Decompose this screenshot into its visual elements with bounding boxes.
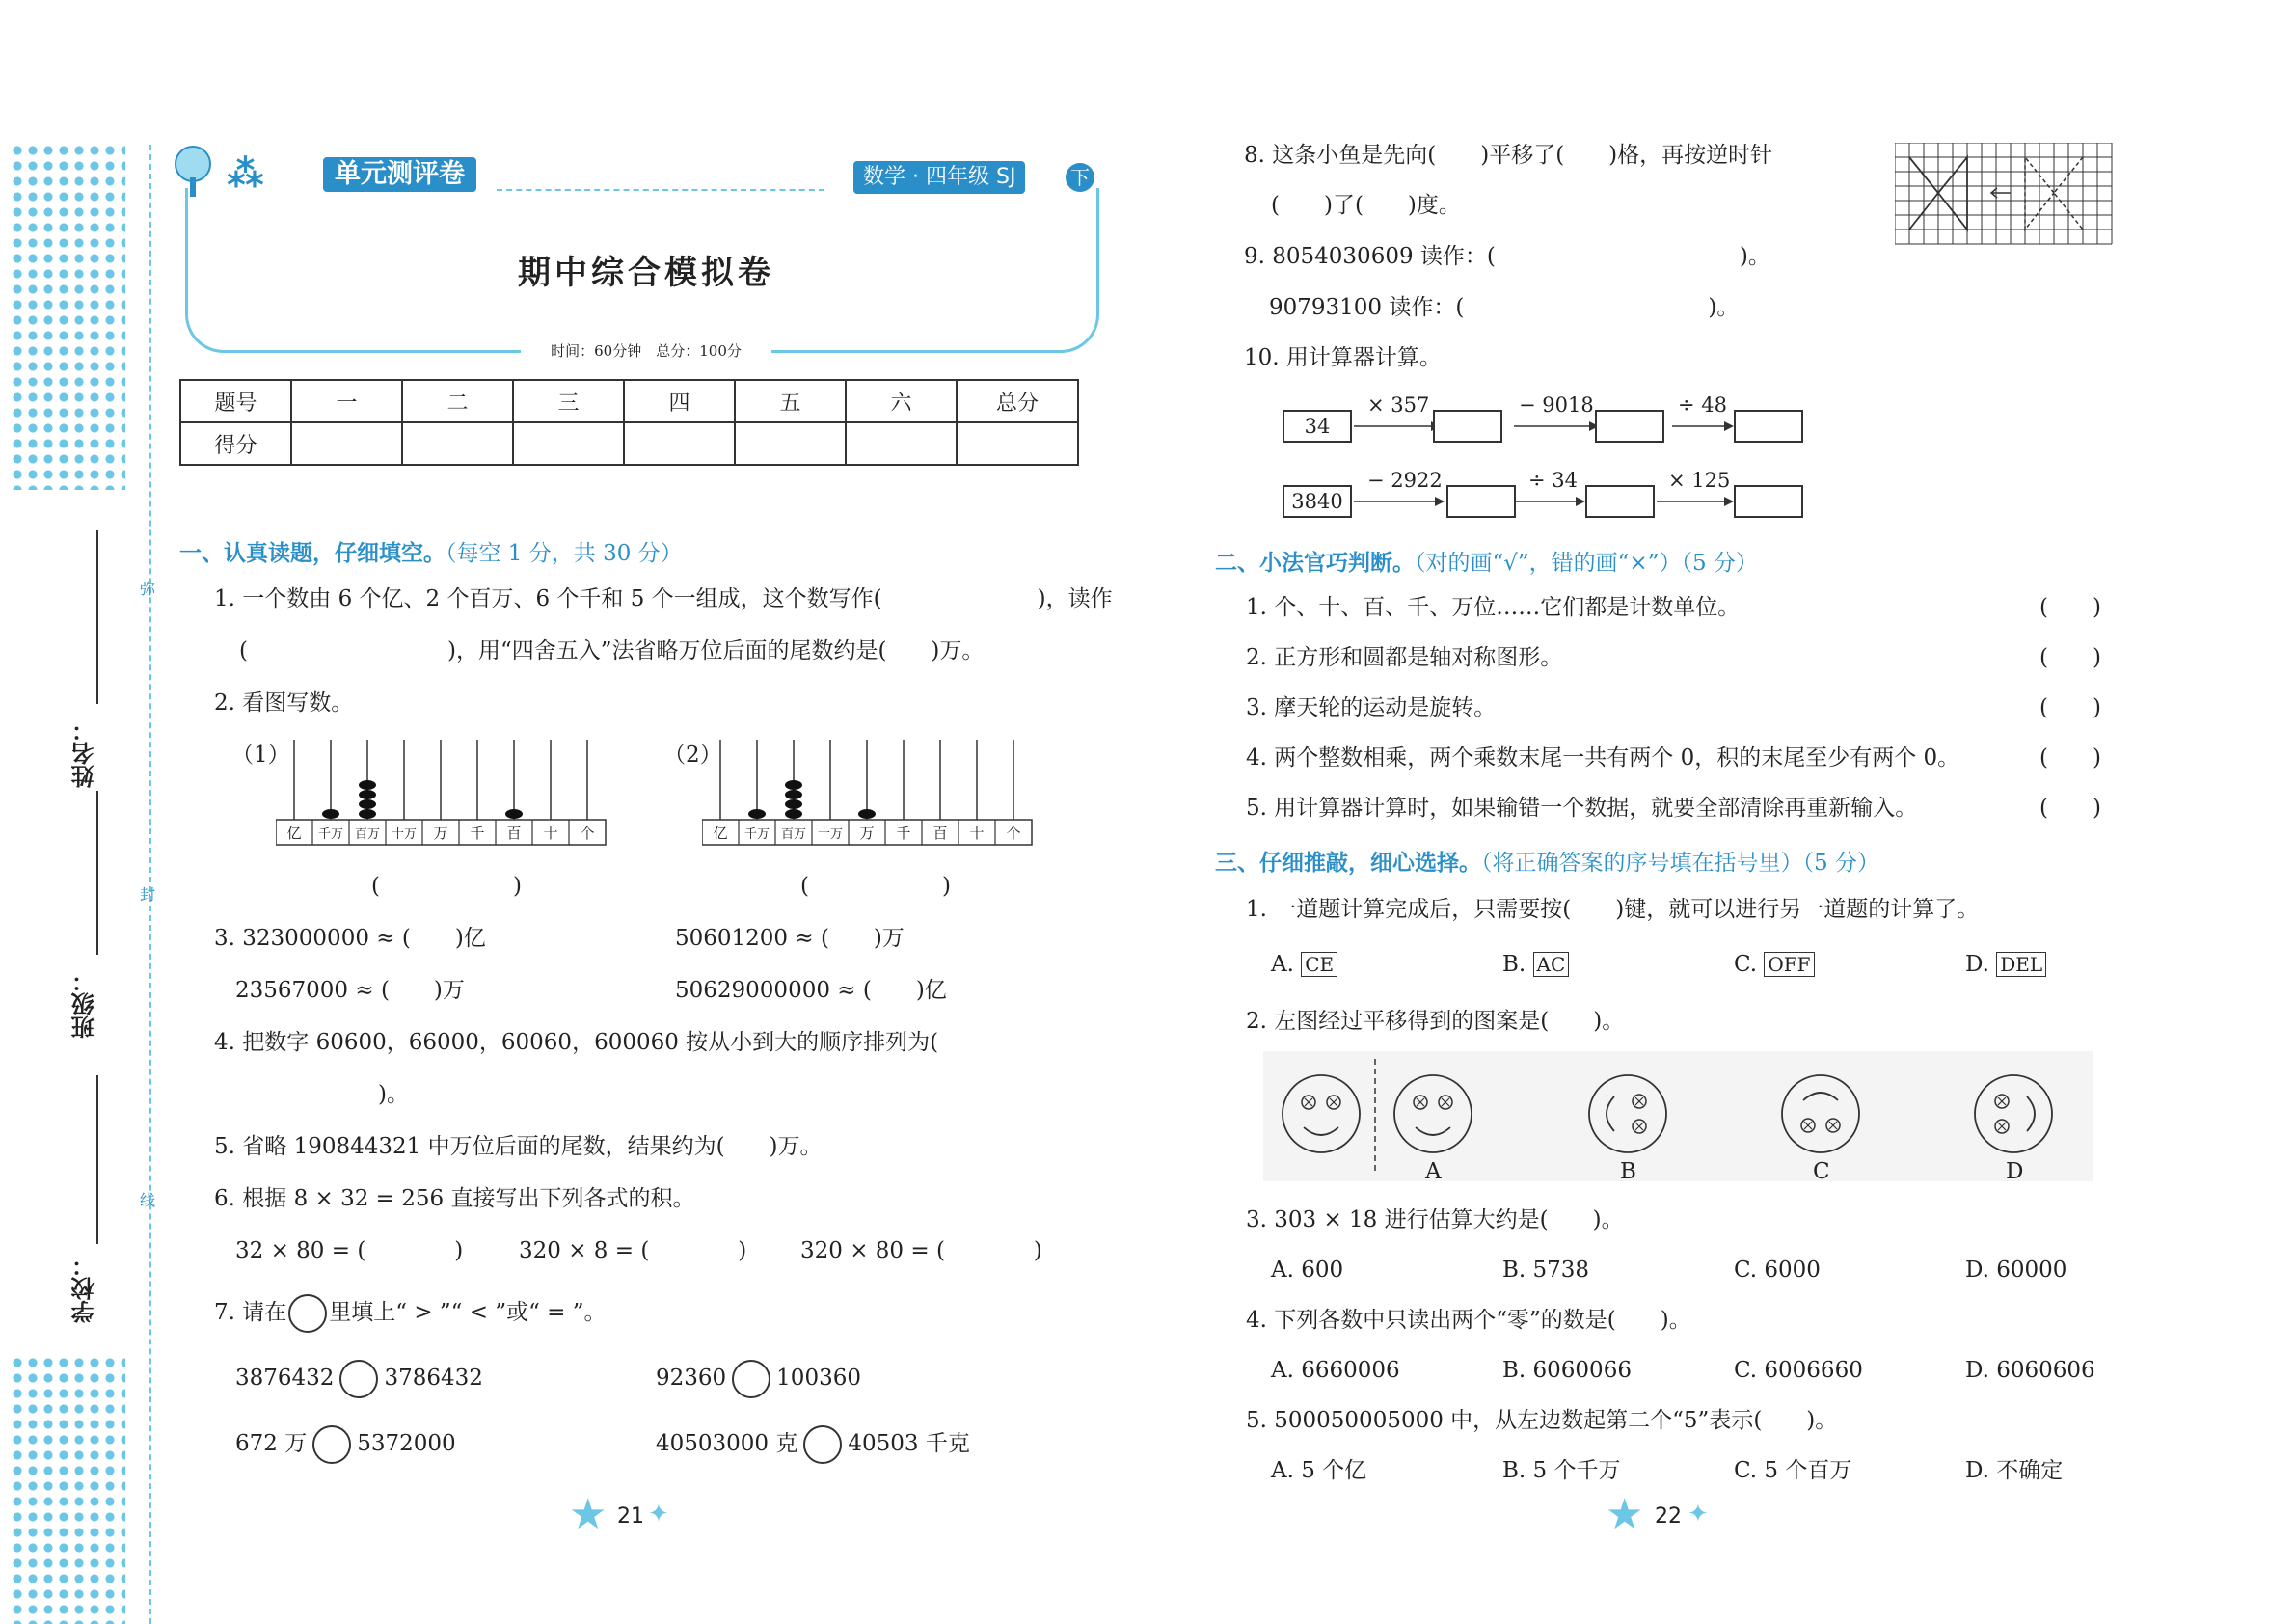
class-label: 班级： [71, 969, 98, 1039]
move-arrow [1991, 188, 2011, 198]
judge-3: 3. 摩天轮的运动是旋转。 [1246, 695, 1497, 720]
choice-3: 3. 303 × 18 进行估算大约是( )。 [1246, 1207, 1624, 1232]
choice-4-option[interactable]: B. 6060066 [1502, 1358, 1632, 1383]
abacus-place-label: 亿 [713, 825, 728, 842]
question-4b: )。 [378, 1082, 409, 1107]
choice-4-option[interactable]: C. 6006660 [1734, 1358, 1863, 1383]
school-line [96, 1075, 98, 1244]
compare-left: 3876432 [235, 1366, 335, 1391]
option-letter: D. [1965, 952, 1989, 977]
judge-answer-1[interactable]: ( ) [2039, 595, 2101, 620]
page-title: 期中综合模拟卷 [518, 254, 774, 292]
calc-answer-box[interactable] [1734, 485, 1803, 518]
abacus-place-label: 千万 [317, 827, 344, 842]
section-1-note: （每空 1 分，共 30 分） [446, 541, 683, 566]
calc-op: ÷ 48 [1678, 393, 1727, 417]
key-label: DEL [1996, 952, 2046, 977]
score-table [179, 379, 1079, 466]
abacus-place-label: 亿 [286, 825, 302, 842]
abacus-place-label: 百万 [780, 827, 807, 842]
score-cell: 二 [402, 380, 513, 422]
compare-answer-circle[interactable] [732, 1360, 770, 1398]
judge-2: 2. 正方形和圆都是轴对称图形。 [1246, 645, 1563, 670]
logo-banner: 单元测评卷 [323, 157, 476, 192]
choice-3-option[interactable]: B. 5738 [1502, 1258, 1590, 1283]
seal-mark-1: 弥 [140, 580, 156, 598]
abacus-2 [702, 738, 1045, 849]
abacus-bead [785, 799, 802, 809]
abacus-place-label: 十万 [817, 827, 844, 842]
compare-row-d [656, 1425, 970, 1464]
compare-left: 672 万 [235, 1431, 308, 1456]
abacus-place-label: 千 [470, 825, 485, 842]
header-rule [497, 189, 824, 191]
abacus-bead [785, 809, 802, 819]
abacus-place-label: 百 [932, 825, 948, 842]
score-cell: 四 [624, 380, 735, 422]
smiley-label-c[interactable]: C [1813, 1159, 1830, 1184]
abacus-1 [276, 738, 619, 849]
seal-mark-3: 线 [140, 1191, 156, 1209]
margin-pattern-bottom [10, 1355, 125, 1624]
choice-4-option[interactable]: A. 6660006 [1271, 1358, 1400, 1383]
section-1-title: 一、认真读题，仔细填空。 [179, 541, 446, 566]
abacus-bead [505, 809, 523, 819]
seal-mark-2: 封 [140, 885, 156, 904]
question-8a: 8. 这条小鱼是先向( )平移了( )格，再按逆时针 [1244, 143, 1773, 168]
judge-4: 4. 两个整数相乘，两个乘数末尾一共有两个 0，积的末尾至少有两个 0。 [1246, 745, 1960, 771]
question-5: 5. 省略 190844321 中万位后面的尾数，结果约为( )万。 [214, 1134, 823, 1159]
smiley-label-b[interactable]: B [1620, 1159, 1636, 1184]
compare-circle-icon [288, 1294, 327, 1333]
score-cell: 题号 [180, 380, 291, 422]
abacus-1-answer: ( ) [371, 874, 522, 899]
calc-op: − 9018 [1519, 393, 1594, 417]
choice-5-option[interactable]: A. 5 个亿 [1271, 1458, 1367, 1483]
choice-1: 1. 一道题计算完成后，只需要按( )键，就可以进行另一道题的计算了。 [1246, 897, 1980, 922]
judge-5: 5. 用计算器计算时，如果输错一个数据，就要全部清除再重新输入。 [1246, 796, 1918, 821]
class-line [96, 791, 98, 955]
calc-op: − 2922 [1367, 469, 1443, 492]
score-cell: 总分 [957, 380, 1078, 422]
star-icon: ★ [1606, 1490, 1644, 1539]
school-label: 学校： [71, 1254, 98, 1323]
question-9b: 90793100 读作：( )。 [1269, 295, 1740, 320]
calc-op: × 357 [1367, 393, 1430, 417]
choice-5-option[interactable]: C. 5 个百万 [1734, 1458, 1852, 1483]
section-2-title: 二、小法官巧判断。 [1215, 551, 1415, 576]
option-letter: C. [1734, 952, 1758, 977]
judge-1: 1. 个、十、百、千、万位……它们都是计数单位。 [1246, 595, 1741, 620]
judge-answer-4[interactable]: ( ) [2039, 745, 2101, 771]
abacus-place-label: 十 [969, 825, 985, 842]
question-7 [214, 1294, 607, 1333]
brand-logo: ⁂ [227, 152, 264, 195]
question-6: 6. 根据 8 × 32 = 256 直接写出下列各式的积。 [214, 1186, 695, 1211]
judge-answer-3[interactable]: ( ) [2039, 695, 2101, 720]
compare-row-a [235, 1360, 483, 1398]
subject-badge: 数学 · 四年级 SJ [853, 161, 1025, 194]
calc-answer-box[interactable] [1585, 485, 1655, 518]
score-input-cell[interactable] [402, 422, 513, 465]
abacus-bead [858, 809, 876, 819]
star-icon: ★ [569, 1490, 608, 1539]
abacus-bead [359, 790, 376, 799]
question-8b: ( )了( )度。 [1271, 193, 1461, 218]
calc-answer-box[interactable] [1446, 485, 1516, 518]
compare-right: 40503 千克 [848, 1431, 970, 1456]
abacus-place-label: 千 [896, 825, 911, 842]
abacus-bead [748, 809, 766, 819]
compare-row-c [235, 1425, 456, 1464]
question-10: 10. 用计算器计算。 [1244, 345, 1442, 370]
choice-3-option[interactable]: C. 6000 [1734, 1258, 1821, 1283]
compare-right: 3786432 [384, 1366, 483, 1391]
calc-start-box: 34 [1283, 410, 1352, 443]
abacus-1-label: （1） [231, 743, 290, 768]
choice-5-option[interactable]: D. 不确定 [1965, 1458, 2064, 1483]
question-1b: ( )，用“四舍五入”法省略万位后面的尾数约是( )万。 [239, 638, 985, 663]
score-cell: 得分 [180, 422, 291, 465]
judge-answer-5[interactable]: ( ) [2039, 796, 2101, 821]
abacus-place-label: 十 [543, 825, 558, 842]
question-6c: 320 × 80 = ( ) [800, 1238, 1042, 1263]
abacus-place-label: 百 [506, 825, 522, 842]
judge-answer-2[interactable]: ( ) [2039, 645, 2101, 670]
section-3-note: （将正确答案的序号填在括号里）（5 分） [1481, 851, 1879, 876]
question-4a: 4. 把数字 60600，66000，60060，600060 按从小到大的顺序排列为( [214, 1030, 939, 1055]
section-2-heading [1215, 545, 1758, 577]
choice-5-option[interactable]: B. 5 个千万 [1502, 1458, 1621, 1483]
question-6a: 32 × 80 = ( ) [235, 1238, 464, 1263]
choice-3-option[interactable]: A. 600 [1271, 1258, 1344, 1283]
choice-2: 2. 左图经过平移得到的图案是( )。 [1246, 1009, 1625, 1034]
key-label: AC [1533, 952, 1570, 977]
question-7-pre: 7. 请在 [214, 1300, 287, 1325]
score-input-cell[interactable] [513, 422, 624, 465]
section-1-heading [179, 535, 683, 567]
name-label: 姓名： [71, 718, 98, 788]
compare-answer-circle[interactable] [803, 1425, 842, 1464]
time-info: 时间：60分钟 总分：100分 [521, 340, 771, 361]
question-3a: 3. 323000000 ≈ ( )亿 [214, 926, 486, 951]
section-3-heading [1215, 845, 1879, 877]
choice-1-option-c[interactable] [1734, 950, 1815, 979]
abacus-bead [359, 799, 376, 809]
score-table-header-row [180, 380, 1078, 422]
choice-1-option-a[interactable] [1271, 950, 1337, 979]
score-cell: 五 [735, 380, 846, 422]
tree-logo-icon [164, 143, 222, 201]
section-2-note: （对的画“√”，错的画“×”）（5 分） [1415, 551, 1758, 576]
compare-right: 100360 [776, 1366, 861, 1391]
choice-5: 5. 500050005000 中，从左边数起第二个“5”表示( )。 [1246, 1408, 1838, 1433]
abacus-bead [322, 809, 339, 819]
question-3c: 23567000 ≈ ( )万 [235, 978, 465, 1003]
score-table-score-row [180, 422, 1078, 465]
star-icon: ✦ [1688, 1500, 1709, 1529]
abacus-2-answer: ( ) [800, 874, 951, 899]
question-9a: 9. 8054030609 读作：( )。 [1244, 244, 1770, 269]
compare-row-b [656, 1360, 861, 1398]
abacus-place-label: 十万 [391, 827, 418, 842]
key-label: CE [1301, 952, 1337, 977]
abacus-2-label: （2） [663, 743, 722, 768]
section-3-title: 三、仔细推敲，细心选择。 [1215, 851, 1481, 876]
abacus-bead [785, 790, 802, 799]
question-2: 2. 看图写数。 [214, 690, 354, 716]
option-letter: B. [1502, 952, 1526, 977]
compare-right: 5372000 [357, 1431, 456, 1456]
smiley-faces-figure [1263, 1051, 2093, 1181]
abacus-bead [785, 780, 802, 790]
score-input-cell[interactable] [735, 422, 846, 465]
compare-left: 40503000 克 [656, 1431, 798, 1456]
score-input-cell[interactable] [846, 422, 957, 465]
score-input-cell[interactable] [957, 422, 1078, 465]
calc-answer-box[interactable] [1595, 410, 1664, 443]
question-1a: 1. 一个数由 6 个亿、2 个百万、6 个千和 5 个一组成，这个数写作( )，读作 [214, 586, 1113, 611]
star-icon: ✦ [648, 1500, 669, 1529]
question-6b: 320 × 8 = ( ) [519, 1238, 747, 1263]
question-3b: 50601200 ≈ ( )万 [675, 926, 905, 951]
key-label: OFF [1764, 952, 1814, 977]
score-cell: 一 [291, 380, 402, 422]
question-3d: 50629000000 ≈ ( )亿 [675, 978, 947, 1003]
option-letter: A. [1271, 952, 1294, 977]
fish-grid-diagram [1895, 143, 2117, 245]
calc-op: ÷ 34 [1528, 469, 1578, 492]
smiley-label-a[interactable]: A [1425, 1159, 1442, 1184]
calc-start-box: 3840 [1283, 485, 1352, 518]
choice-3-option[interactable]: D. 60000 [1965, 1258, 2067, 1283]
margin-pattern-top [10, 143, 125, 490]
abacus-place-label: 个 [1006, 825, 1021, 842]
abacus-bead [359, 809, 376, 819]
calc-answer-box[interactable] [1433, 410, 1502, 443]
volume-badge: 下 [1066, 163, 1094, 192]
abacus-place-label: 个 [580, 825, 595, 842]
score-cell: 三 [513, 380, 624, 422]
abacus-place-label: 万 [859, 825, 875, 842]
compare-answer-circle[interactable] [339, 1360, 378, 1398]
score-input-cell[interactable] [624, 422, 735, 465]
abacus-place-label: 万 [433, 825, 448, 842]
abacus-place-label: 百万 [354, 827, 381, 842]
abacus-place-label: 千万 [743, 827, 770, 842]
choice-4: 4. 下列各数中只读出两个“零”的数是( )。 [1246, 1308, 1691, 1333]
choice-1-option-b[interactable] [1502, 950, 1569, 979]
page-number-left: 21 [617, 1504, 644, 1529]
name-line [96, 530, 98, 704]
compare-answer-circle[interactable] [312, 1425, 351, 1464]
question-7-post: 里填上“ > ”“ < ”或“ = ”。 [329, 1300, 607, 1325]
smiley-label-d[interactable]: D [2006, 1159, 2024, 1184]
calc-answer-box[interactable] [1734, 410, 1803, 443]
choice-4-option[interactable]: D. 6060606 [1965, 1358, 2095, 1383]
score-input-cell[interactable] [291, 422, 402, 465]
score-cell: 六 [846, 380, 957, 422]
abacus-bead [359, 780, 376, 790]
compare-left: 92360 [656, 1366, 727, 1391]
calc-op: × 125 [1668, 469, 1731, 492]
page-number-right: 22 [1655, 1504, 1682, 1529]
choice-1-option-d[interactable] [1965, 950, 2046, 979]
